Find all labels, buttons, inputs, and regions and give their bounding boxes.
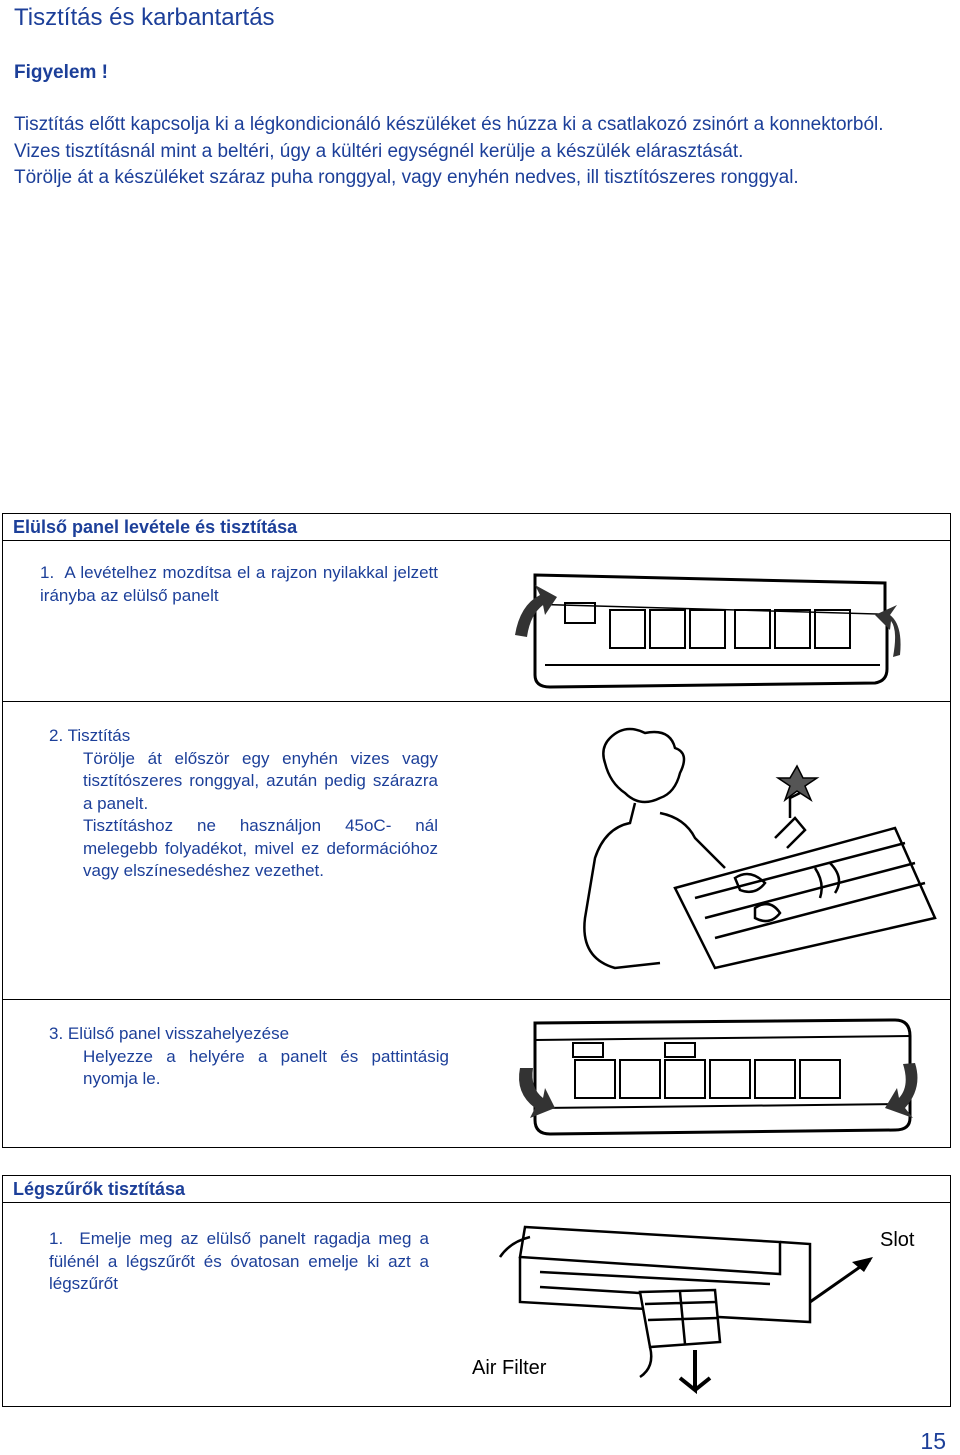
step-1-text [40,562,438,607]
page-number: 15 [920,1428,946,1454]
step-title-line [49,725,438,748]
step-number: 2. [49,726,64,745]
step-description: A levételhez mozdítsa el a rajzon nyilakkal jelzett irányba az elülső panelt [40,563,439,605]
section-heading: Elülső panel levétele és tisztítása [13,517,298,537]
step-2-text [49,725,438,883]
person-washing-panel-figure [565,718,945,980]
air-filter-label: Air Filter [472,1357,547,1379]
warning-label: Figyelem ! [14,62,108,83]
intro-paragraph: Tisztítás előtt kapcsolja ki a légkondicionáló készüléket és húzza ki a csatlakozó zsinórt a konnektorból. [14,114,884,135]
step-3-text [49,1023,449,1091]
page-title: Tisztítás és karbantartás [14,4,275,31]
step-number: 1. [49,1229,64,1248]
step-title: Tisztítás [67,726,131,745]
ac-unit-close-figure [505,1008,935,1143]
step-title-line [49,1023,449,1046]
intro-paragraph: Törölje át a készüléket száraz puha ronggyal, vagy enyhén nedves, ill tisztítószeres ronggyal. [14,167,799,188]
intro-text [14,112,948,192]
slot-label: Slot [880,1229,915,1251]
row-divider [2,701,951,702]
filter-step-1-text [49,1228,429,1296]
step-description: Tisztításhoz ne használjon 45oC- nál melegebb folyadékot, mivel ez deformációhoz vagy elszínesedéshez vezethet. [83,816,438,880]
filter-section-header [2,1175,951,1203]
step-number: 1. [40,563,55,582]
section-heading: Légszűrők tisztítása [13,1179,186,1199]
step-description: Törölje át először egy enyhén vizes vagy tisztítószeres ronggyal, azután pedig szárazra a panelt. [83,748,438,813]
air-filter-removal-figure [472,1212,930,1404]
step-title: Elülső panel visszahelyezése [67,1024,290,1043]
panel-section-header [2,513,951,541]
ac-unit-open-figure [505,565,925,695]
step-number: 3. [49,1024,64,1043]
step-description: Emelje meg az elülső panelt ragadja meg a fülénél a légszűrőt és óvatosan emelje ki azt a légszűrőt [49,1229,429,1293]
row-divider [2,999,951,1000]
step-description: Helyezze a helyére a panelt és pattintásig nyomja le. [83,1046,449,1088]
intro-paragraph: Vizes tisztításnál mint a beltéri, úgy a kültéri egységnél kerülje a készülék elárasztását. [14,140,744,162]
